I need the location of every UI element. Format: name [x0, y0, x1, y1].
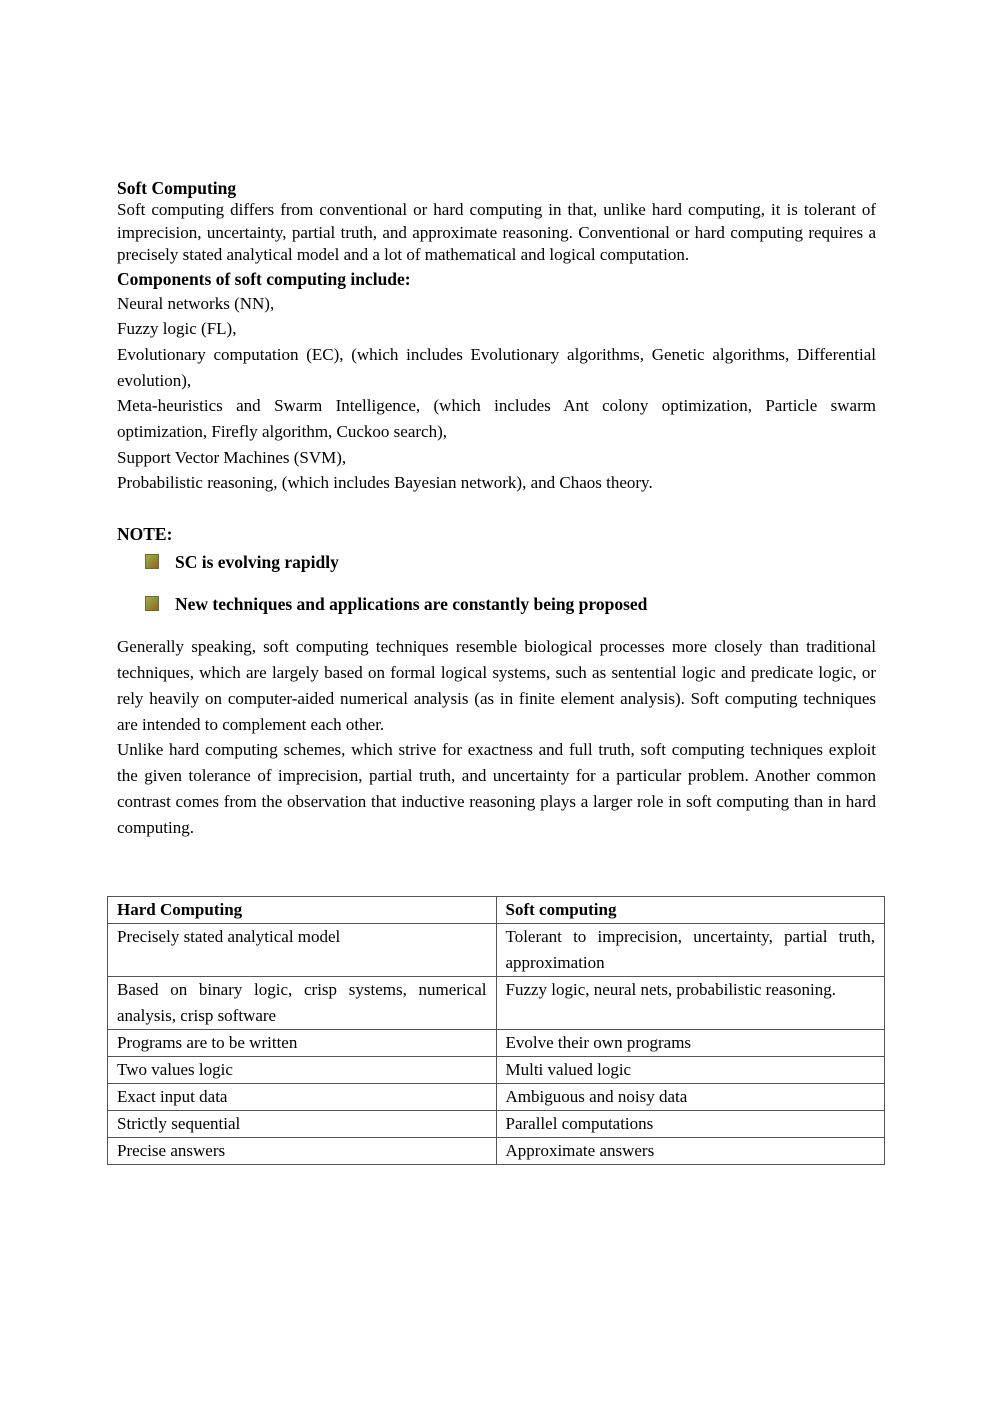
table-row: [108, 1057, 885, 1084]
table-cell: Strictly sequential: [108, 1111, 497, 1138]
section-title: Soft Computing: [117, 178, 237, 198]
bullet-icon: [145, 596, 159, 611]
table-cell: Ambiguous and noisy data: [496, 1084, 885, 1111]
note-item-text: SC is evolving rapidly: [175, 552, 339, 573]
table-cell: Precise answers: [108, 1138, 497, 1165]
list-item: Probabilistic reasoning, (which includes Bayesian network), and Chaos theory.: [117, 473, 653, 493]
note-item: [145, 550, 876, 574]
note-heading: NOTE:: [117, 524, 173, 545]
table-cell: Evolve their own programs: [496, 1030, 885, 1057]
list-item: Fuzzy logic (FL),: [117, 319, 237, 339]
list-item: Support Vector Machines (SVM),: [117, 447, 347, 467]
table-cell: Precisely stated analytical model: [108, 924, 497, 977]
table-row: [108, 1084, 885, 1111]
note-list: [117, 550, 876, 616]
table-header-cell: Hard Computing: [108, 897, 497, 924]
comparison-table: [107, 896, 885, 1165]
components-heading: Components of soft computing include:: [117, 268, 411, 289]
document-body: [117, 177, 876, 841]
body-paragraph: Unlike hard computing schemes, which strive for exactness and full truth, soft computing techniques exploit the given tolerance of imprecision, partial truth, and uncertainty for a particular problem. Another common contrast comes from the observation that inductive reasoning plays a larger role in soft computing than in hard computing.: [117, 740, 876, 837]
table-row: [108, 1030, 885, 1057]
list-item: Evolutionary computation (EC), (which includes Evolutionary algorithms, Genetic algorithms, Differential evolution),: [117, 344, 876, 390]
table-row: [108, 977, 885, 1030]
table-header-row: [108, 897, 885, 924]
list-item: Meta-heuristics and Swarm Intelligence, (which includes Ant colony optimization, Particle swarm optimization, Firefly algorithm, Cuckoo search),: [117, 396, 876, 442]
table-cell: Parallel computations: [496, 1111, 885, 1138]
table-cell: Two values logic: [108, 1057, 497, 1084]
note-item: [145, 592, 876, 616]
table-cell: Programs are to be written: [108, 1030, 497, 1057]
body-paragraph: Generally speaking, soft computing techniques resemble biological processes more closely than traditional techniques, which are largely based on formal logical systems, such as sentential logic and predicate logic, or rely heavily on computer-aided numerical analysis (as in finite element analysis). Soft computing techniques are intended to complement each other.: [117, 637, 876, 734]
intro-paragraph: Soft computing differs from conventional or hard computing in that, unlike hard computing, it is tolerant of imprecision, uncertainty, partial truth, and approximate reasoning. Conventional or hard computing requires a precisely stated analytical model and a lot of mathematical and logical computation.: [117, 200, 876, 264]
list-item: Neural networks (NN),: [117, 293, 275, 313]
table-cell: Fuzzy logic, neural nets, probabilistic reasoning.: [496, 977, 885, 1030]
components-list: [117, 291, 876, 497]
table-cell: Exact input data: [108, 1084, 497, 1111]
note-item-text: New techniques and applications are constantly being proposed: [175, 594, 648, 615]
table-cell: Multi valued logic: [496, 1057, 885, 1084]
table-cell: Approximate answers: [496, 1138, 885, 1165]
table-row: [108, 1138, 885, 1165]
table-row: [108, 924, 885, 977]
table-cell: Based on binary logic, crisp systems, numerical analysis, crisp software: [108, 977, 497, 1030]
table-cell: Tolerant to imprecision, uncertainty, partial truth, approximation: [496, 924, 885, 977]
table-header-cell: Soft computing: [496, 897, 885, 924]
bullet-icon: [145, 554, 159, 569]
table-row: [108, 1111, 885, 1138]
